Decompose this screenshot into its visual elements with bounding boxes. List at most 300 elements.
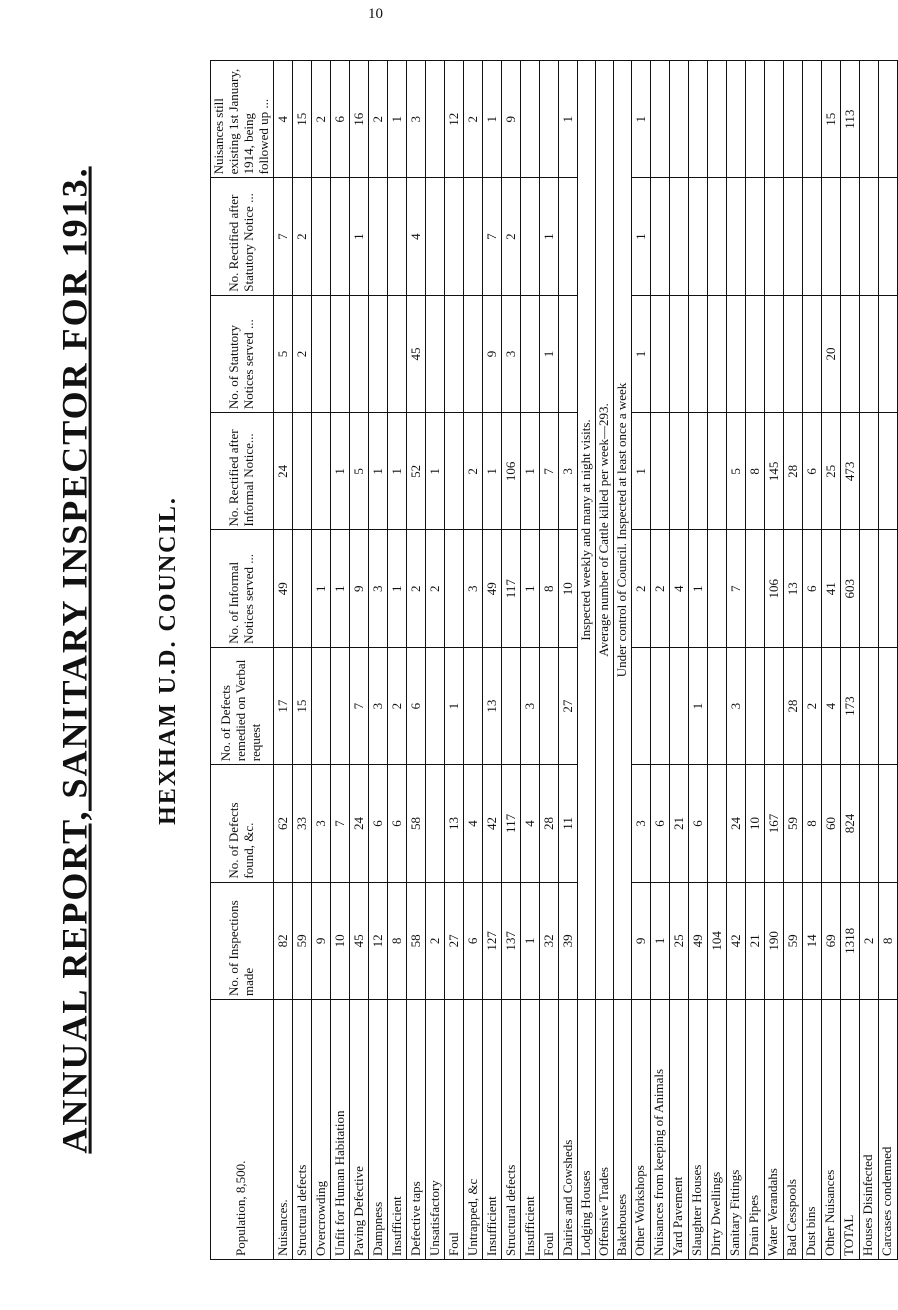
table-cell (539, 647, 558, 764)
column-header: Drain Pipes (745, 1000, 764, 1260)
table-cell: 11 (558, 765, 577, 882)
table-cell (650, 413, 669, 530)
table-cell: 1 (520, 530, 539, 647)
table-cell: 59 (292, 882, 311, 999)
table-cell (444, 413, 463, 530)
table-cell: 45 (349, 882, 368, 999)
row-label: No. of Informal Notices served ... (211, 530, 274, 647)
table-cell: 7 (726, 530, 745, 647)
table-cell: 6 (387, 765, 406, 882)
population-label: Population, 8,500. (211, 1000, 274, 1260)
table-row (482, 61, 501, 1260)
table-cell: 59 (783, 765, 802, 882)
column-header: Foul (444, 1000, 463, 1260)
row-label: No. of Statutory Notices served ... (211, 295, 274, 412)
table-cell (425, 178, 444, 295)
table-row (368, 61, 387, 1260)
table-row (595, 61, 613, 1260)
table-cell: 5 (349, 413, 368, 530)
column-header: Water Verandahs (764, 1000, 783, 1260)
table-cell: 4 (406, 178, 425, 295)
table-row (577, 61, 595, 1260)
table-cell: 1 (311, 530, 330, 647)
table-cell (669, 61, 688, 178)
table-cell: 25 (669, 882, 688, 999)
table-cell: 1 (688, 647, 707, 764)
table-row (650, 61, 669, 1260)
table-cell (425, 647, 444, 764)
cattle-note: Average number of Cattle killed per week—293. (595, 61, 613, 1000)
table-cell (745, 295, 764, 412)
table-cell (520, 295, 539, 412)
table-cell: 2 (631, 530, 650, 647)
column-header: Untrapped, &c (463, 1000, 482, 1260)
table-cell: 1 (349, 178, 368, 295)
table-cell: 1 (387, 530, 406, 647)
table-cell: 6 (330, 61, 349, 178)
table-cell (501, 647, 520, 764)
table-row (764, 61, 783, 1260)
table-cell (292, 530, 311, 647)
column-header: Insufficient (520, 1000, 539, 1260)
table-cell: 4 (273, 61, 292, 178)
table-cell: 9 (501, 61, 520, 178)
table-cell (745, 530, 764, 647)
column-header: Other Workshops (631, 1000, 650, 1260)
table-cell: 16 (349, 61, 368, 178)
table-cell: 7 (273, 178, 292, 295)
table-cell (840, 295, 859, 412)
table-cell: 117 (501, 765, 520, 882)
table-row (406, 61, 425, 1260)
table-cell: 603 (840, 530, 859, 647)
table-row (669, 61, 688, 1260)
table-cell: 15 (292, 647, 311, 764)
table-cell (878, 530, 897, 647)
table-row (292, 61, 311, 1260)
table-cell: 2 (463, 413, 482, 530)
table-cell (878, 178, 897, 295)
table-cell: 2 (425, 530, 444, 647)
table-cell (688, 295, 707, 412)
table-cell: 6 (688, 765, 707, 882)
table-cell: 104 (707, 882, 726, 999)
table-cell (520, 178, 539, 295)
table-cell: 2 (859, 882, 878, 999)
table-cell (821, 178, 840, 295)
table-cell: 13 (482, 647, 501, 764)
table-cell (463, 647, 482, 764)
table-row (311, 61, 330, 1260)
table-cell: 3 (368, 530, 387, 647)
table-cell (688, 178, 707, 295)
column-header: Dairies and Cowsheds (558, 1000, 577, 1260)
table-cell: 24 (273, 413, 292, 530)
table-row (688, 61, 707, 1260)
column-header: Bakehouses (613, 1000, 631, 1260)
table-cell: 21 (745, 882, 764, 999)
row-label: No. of Inspections made (211, 882, 274, 999)
column-header: Nuisances from keeping of Animals (650, 1000, 669, 1260)
table-cell: 8 (539, 530, 558, 647)
table-cell: 10 (330, 882, 349, 999)
table-row (444, 61, 463, 1260)
column-header: TOTAL (840, 1000, 859, 1260)
column-header: Dampness (368, 1000, 387, 1260)
table-cell: 8 (745, 413, 764, 530)
table-cell: 10 (558, 530, 577, 647)
table-cell: 145 (764, 413, 783, 530)
table-cell: 127 (482, 882, 501, 999)
column-header: Other Nuisances (821, 1000, 840, 1260)
table-cell: 13 (444, 765, 463, 882)
table-cell: 8 (802, 765, 821, 882)
table-cell (669, 178, 688, 295)
row-label: No. Rectified after Informal Notice... (211, 413, 274, 530)
table-cell: 6 (368, 765, 387, 882)
table-cell: 4 (520, 765, 539, 882)
table-cell (311, 413, 330, 530)
table-cell: 2 (311, 61, 330, 178)
table-cell (859, 765, 878, 882)
table-cell (859, 647, 878, 764)
table-cell: 58 (406, 882, 425, 999)
table-cell: 28 (539, 765, 558, 882)
table-cell: 24 (726, 765, 745, 882)
table-cell: 1 (330, 413, 349, 530)
table-cell: 3 (311, 765, 330, 882)
column-header: Sanitary Fittings (726, 1000, 745, 1260)
table-cell: 824 (840, 765, 859, 882)
table-cell (726, 178, 745, 295)
table-cell: 33 (292, 765, 311, 882)
table-cell (558, 295, 577, 412)
table-cell (878, 413, 897, 530)
table-cell (707, 765, 726, 882)
column-header: Offensive Trades (595, 1000, 613, 1260)
table-cell (444, 178, 463, 295)
table-cell: 82 (273, 882, 292, 999)
column-header: Bad Cesspools (783, 1000, 802, 1260)
table-cell (764, 178, 783, 295)
table-cell (444, 530, 463, 647)
table-cell: 137 (501, 882, 520, 999)
table-cell: 106 (501, 413, 520, 530)
table-cell: 190 (764, 882, 783, 999)
table-cell: 42 (482, 765, 501, 882)
table-row (501, 61, 520, 1260)
table-cell: 1 (520, 882, 539, 999)
table-cell: 7 (539, 413, 558, 530)
table-row (821, 61, 840, 1260)
row-label: No. of Defects found, &c. (211, 765, 274, 882)
table-cell: 15 (821, 61, 840, 178)
table-cell (707, 413, 726, 530)
table-row (539, 61, 558, 1260)
table-row (425, 61, 444, 1260)
bakehouse-note: Under control of Council. Inspected at least once a week (613, 61, 631, 1000)
table-cell: 167 (764, 765, 783, 882)
table-cell: 60 (821, 765, 840, 882)
table-cell: 1 (539, 295, 558, 412)
column-header: Slaughter Houses (688, 1000, 707, 1260)
table-cell (783, 178, 802, 295)
table-cell: 1 (631, 61, 650, 178)
column-header: Unfit for Human Habitation (330, 1000, 349, 1260)
table-cell: 49 (273, 530, 292, 647)
table-cell: 173 (840, 647, 859, 764)
table-cell: 2 (425, 882, 444, 999)
table-row (349, 61, 368, 1260)
table-cell: 473 (840, 413, 859, 530)
table-cell (745, 178, 764, 295)
table-cell: 12 (368, 882, 387, 999)
table-row (840, 61, 859, 1260)
table-cell: 5 (726, 413, 745, 530)
table-cell (650, 178, 669, 295)
table-cell: 9 (349, 530, 368, 647)
table-cell (387, 295, 406, 412)
table-cell (878, 765, 897, 882)
table-row (745, 61, 764, 1260)
table-cell (745, 61, 764, 178)
table-cell (859, 178, 878, 295)
table-cell: 1 (482, 61, 501, 178)
table-cell (745, 647, 764, 764)
column-header: Paving Defective (349, 1000, 368, 1260)
table-cell (764, 295, 783, 412)
table-cell (688, 413, 707, 530)
page-number: 10 (368, 6, 383, 22)
table-cell (707, 295, 726, 412)
table-cell (387, 178, 406, 295)
table-cell (707, 530, 726, 647)
table-cell: 39 (558, 882, 577, 999)
table-cell: 6 (650, 765, 669, 882)
table-cell: 3 (368, 647, 387, 764)
table-cell: 4 (463, 765, 482, 882)
column-header: Carcases condemned (878, 1000, 897, 1260)
table-cell: 2 (501, 178, 520, 295)
table-cell (425, 61, 444, 178)
council-subtitle: HEXHAM U.D. COUNCIL. (154, 495, 181, 825)
table-row (273, 61, 292, 1260)
table-row (802, 61, 821, 1260)
table-row (387, 61, 406, 1260)
table-cell: 1 (539, 178, 558, 295)
table-cell: 1 (444, 647, 463, 764)
table-cell: 25 (821, 413, 840, 530)
table-cell (463, 178, 482, 295)
table-cell: 113 (840, 61, 859, 178)
table-cell: 2 (368, 61, 387, 178)
table-cell: 1318 (840, 882, 859, 999)
table-cell: 24 (349, 765, 368, 882)
table-cell: 1 (425, 413, 444, 530)
table-cell: 1 (688, 530, 707, 647)
table-cell: 7 (349, 647, 368, 764)
table-cell (539, 61, 558, 178)
table-cell (368, 178, 387, 295)
table-cell (726, 61, 745, 178)
table-cell (311, 178, 330, 295)
column-header: Nuisances. (273, 1000, 292, 1260)
table-cell (425, 295, 444, 412)
table-cell: 9 (631, 882, 650, 999)
column-header: Dirty Dwellings (707, 1000, 726, 1260)
table-cell (330, 295, 349, 412)
column-header: Lodging Houses (577, 1000, 595, 1260)
column-header: Unsatisfactory (425, 1000, 444, 1260)
table-cell: 1 (650, 882, 669, 999)
table-cell (688, 61, 707, 178)
table-cell: 2 (387, 647, 406, 764)
table-cell (878, 295, 897, 412)
table-cell: 1 (330, 530, 349, 647)
inspection-table (210, 60, 898, 1260)
table-cell: 5 (273, 295, 292, 412)
table-row (520, 61, 539, 1260)
report-title: ANNUAL REPORT, SANITARY INSPECTOR FOR 1913. (55, 166, 96, 1154)
table-cell: 8 (878, 882, 897, 999)
table-cell (878, 61, 897, 178)
table-cell (859, 413, 878, 530)
table-cell: 15 (292, 61, 311, 178)
row-label: No. Rectified after Statutory Notice ... (211, 178, 274, 295)
table-cell (330, 178, 349, 295)
table-cell (859, 530, 878, 647)
table-cell: 6 (802, 530, 821, 647)
table-cell: 7 (482, 178, 501, 295)
table-cell: 9 (482, 295, 501, 412)
table-cell: 1 (631, 178, 650, 295)
table-cell: 1 (387, 61, 406, 178)
table-row (330, 61, 349, 1260)
table-cell: 14 (802, 882, 821, 999)
table-row (707, 61, 726, 1260)
table-cell (425, 765, 444, 882)
table-cell: 17 (273, 647, 292, 764)
table-cell (444, 295, 463, 412)
table-cell: 59 (783, 882, 802, 999)
table-cell (349, 295, 368, 412)
table-cell: 2 (406, 530, 425, 647)
table-cell: 21 (669, 765, 688, 882)
table-row (859, 61, 878, 1260)
table-cell: 62 (273, 765, 292, 882)
table-cell: 10 (745, 765, 764, 882)
table-cell (463, 295, 482, 412)
table-cell: 27 (444, 882, 463, 999)
table-cell: 20 (821, 295, 840, 412)
table-cell: 7 (330, 765, 349, 882)
table-row (558, 61, 577, 1260)
column-header: Foul (539, 1000, 558, 1260)
table-cell (520, 61, 539, 178)
table-cell (802, 178, 821, 295)
table-cell (330, 647, 349, 764)
table-cell: 2 (463, 61, 482, 178)
table-cell (368, 295, 387, 412)
table-cell: 52 (406, 413, 425, 530)
column-header: Overcrowding (311, 1000, 330, 1260)
table-cell: 28 (783, 413, 802, 530)
table-cell (311, 295, 330, 412)
column-header: Dust bins (802, 1000, 821, 1260)
table-cell (707, 61, 726, 178)
table-row (631, 61, 650, 1260)
table-row (463, 61, 482, 1260)
column-header: Insufficient (482, 1000, 501, 1260)
table-cell: 1 (631, 295, 650, 412)
column-header: Structural defects (501, 1000, 520, 1260)
table-cell: 1 (558, 61, 577, 178)
table-cell: 49 (688, 882, 707, 999)
table-cell: 42 (726, 882, 745, 999)
table-cell: 13 (783, 530, 802, 647)
table-cell: 12 (444, 61, 463, 178)
table-cell: 27 (558, 647, 577, 764)
table-cell: 3 (520, 647, 539, 764)
table-cell: 3 (406, 61, 425, 178)
table-cell (669, 647, 688, 764)
table-cell (783, 61, 802, 178)
table-cell (650, 647, 669, 764)
table-cell: 2 (292, 178, 311, 295)
row-label: No. of Defects remedied on Verbal request (211, 647, 274, 764)
column-header: Yard Pavement (669, 1000, 688, 1260)
table-cell (802, 61, 821, 178)
table-cell: 2 (650, 530, 669, 647)
table-cell: 4 (821, 647, 840, 764)
table-cell: 69 (821, 882, 840, 999)
table-cell: 3 (631, 765, 650, 882)
table-row (726, 61, 745, 1260)
table-cell (669, 295, 688, 412)
column-header: Structural defects (292, 1000, 311, 1260)
table-cell (840, 178, 859, 295)
table-cell: 58 (406, 765, 425, 882)
table-cell: 117 (501, 530, 520, 647)
table-cell: 28 (783, 647, 802, 764)
row-label: Nuisances still existing 1st January, 1914, being followed up ... (211, 61, 274, 178)
table-cell (859, 295, 878, 412)
table-cell (764, 61, 783, 178)
table-cell (558, 178, 577, 295)
table-cell (878, 647, 897, 764)
table-cell: 3 (726, 647, 745, 764)
column-header: Houses Disinfected (859, 1000, 878, 1260)
table-cell: 3 (501, 295, 520, 412)
column-header: Insufficient (387, 1000, 406, 1260)
table-cell: 6 (463, 882, 482, 999)
table-cell: 41 (821, 530, 840, 647)
table-cell (764, 647, 783, 764)
table-cell (726, 295, 745, 412)
table-row (783, 61, 802, 1260)
table-cell: 106 (764, 530, 783, 647)
table-cell (783, 295, 802, 412)
table-cell (650, 295, 669, 412)
table-cell (292, 413, 311, 530)
table-cell (707, 647, 726, 764)
lodging-note: Inspected weekly and many at night visits. (577, 61, 595, 1000)
table-cell: 6 (406, 647, 425, 764)
table-cell (669, 413, 688, 530)
table-cell: 3 (463, 530, 482, 647)
table-header-row (211, 61, 274, 1260)
inspection-table-rotated (210, 60, 895, 1260)
